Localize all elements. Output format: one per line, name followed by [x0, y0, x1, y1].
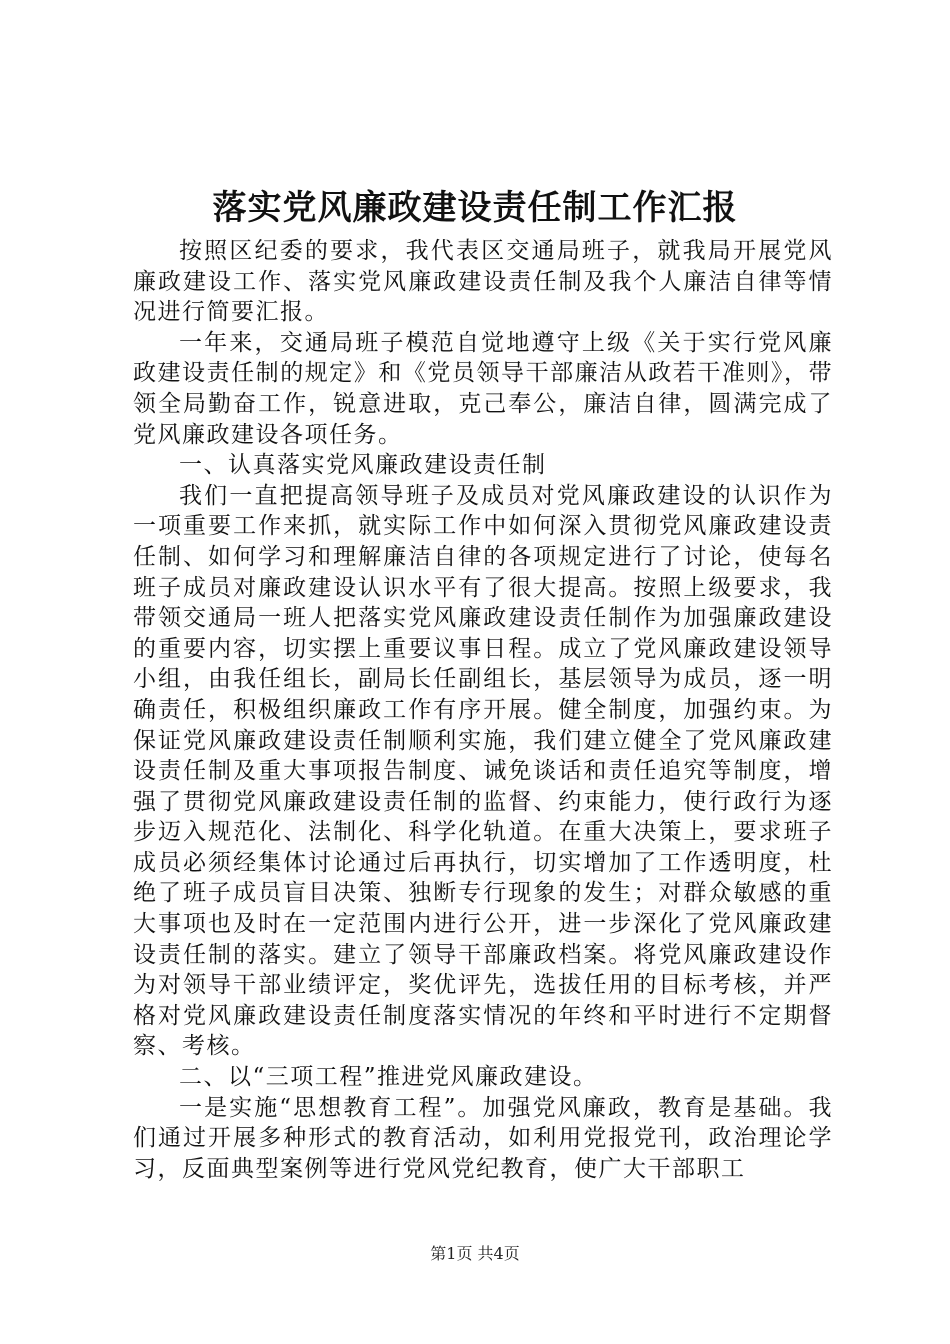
- paragraph-intro: 按照区纪委的要求，我代表区交通局班子，就我局开展党风廉政建设工作、落实党风廉政建设责任制及我个人廉洁自律等情况进行简要汇报。: [133, 238, 833, 326]
- section-heading-1: 一、认真落实党风廉政建设责任制: [179, 452, 547, 479]
- paragraph-section-1: 我们一直把提高领导班子及成员对党风廉政建设的认识作为一项重要工作来抓，就实际工作中如何深入贯彻党风廉政建设责任制、如何学习和理解廉洁自律的各项规定进行了讨论，使每名班子成员对廉政建设认识水平有了很大提高。按照上级要求，我带领交通局一班人把落实党风廉政建设责任制作为加强廉政建设的重要内容，切实摆上重要议事日程。成立了党风廉政建设领导小组，由我任组长，副局长任副组长，基层领导为成员，逐一明确责任，积极组织廉政工作有序开展。健全制度，加强约束。为保证党风廉政建设责任制顺利实施，我们建立健全了党风廉政建设责任制及重大事项报告制度、诫免谈话和责任追究等制度，增强了贯彻党风廉政建设责任制的监督、约束能力，使行政行为逐步迈入规范化、法制化、科学化轨道。在重大决策上，要求班子成员必须经集体讨论通过后再执行，切实增加了工作透明度，杜绝了班子成员盲目决策、独断专行现象的发生；对群众敏感的重大事项也及时在一定范围内进行公开，进一步深化了党风廉政建设责任制的落实。建立了领导干部廉政档案。将党风廉政建设作为对领导干部业绩评定，奖优评先，选拔任用的目标考核，并严格对党风廉政建设责任制度落实情况的年终和平时进行不定期督察、考核。: [133, 482, 833, 1060]
- section-heading-2: 二、以“三项工程”推进党风廉政建设。: [179, 1064, 598, 1091]
- page-number-footer: 第1页 共4页: [430, 1244, 520, 1263]
- paragraph-section-2: 一是实施“思想教育工程”。加强党风廉政，教育是基础。我们通过开展多种形式的教育活动，如利用党报党刊，政治理论学习，反面典型案例等进行党风党纪教育，使广大干部职工: [133, 1094, 833, 1182]
- paragraph-overview: 一年来，交通局班子模范自觉地遵守上级《关于实行党风廉政建设责任制的规定》和《党员领导干部廉洁从政若干准则》，带领全局勤奋工作，锐意进取，克己奉公，廉洁自律，圆满完成了党风廉政建设各项任务。: [133, 329, 833, 448]
- document-body: [133, 236, 833, 1184]
- document-title: 落实党风廉政建设责任制工作汇报: [212, 188, 738, 228]
